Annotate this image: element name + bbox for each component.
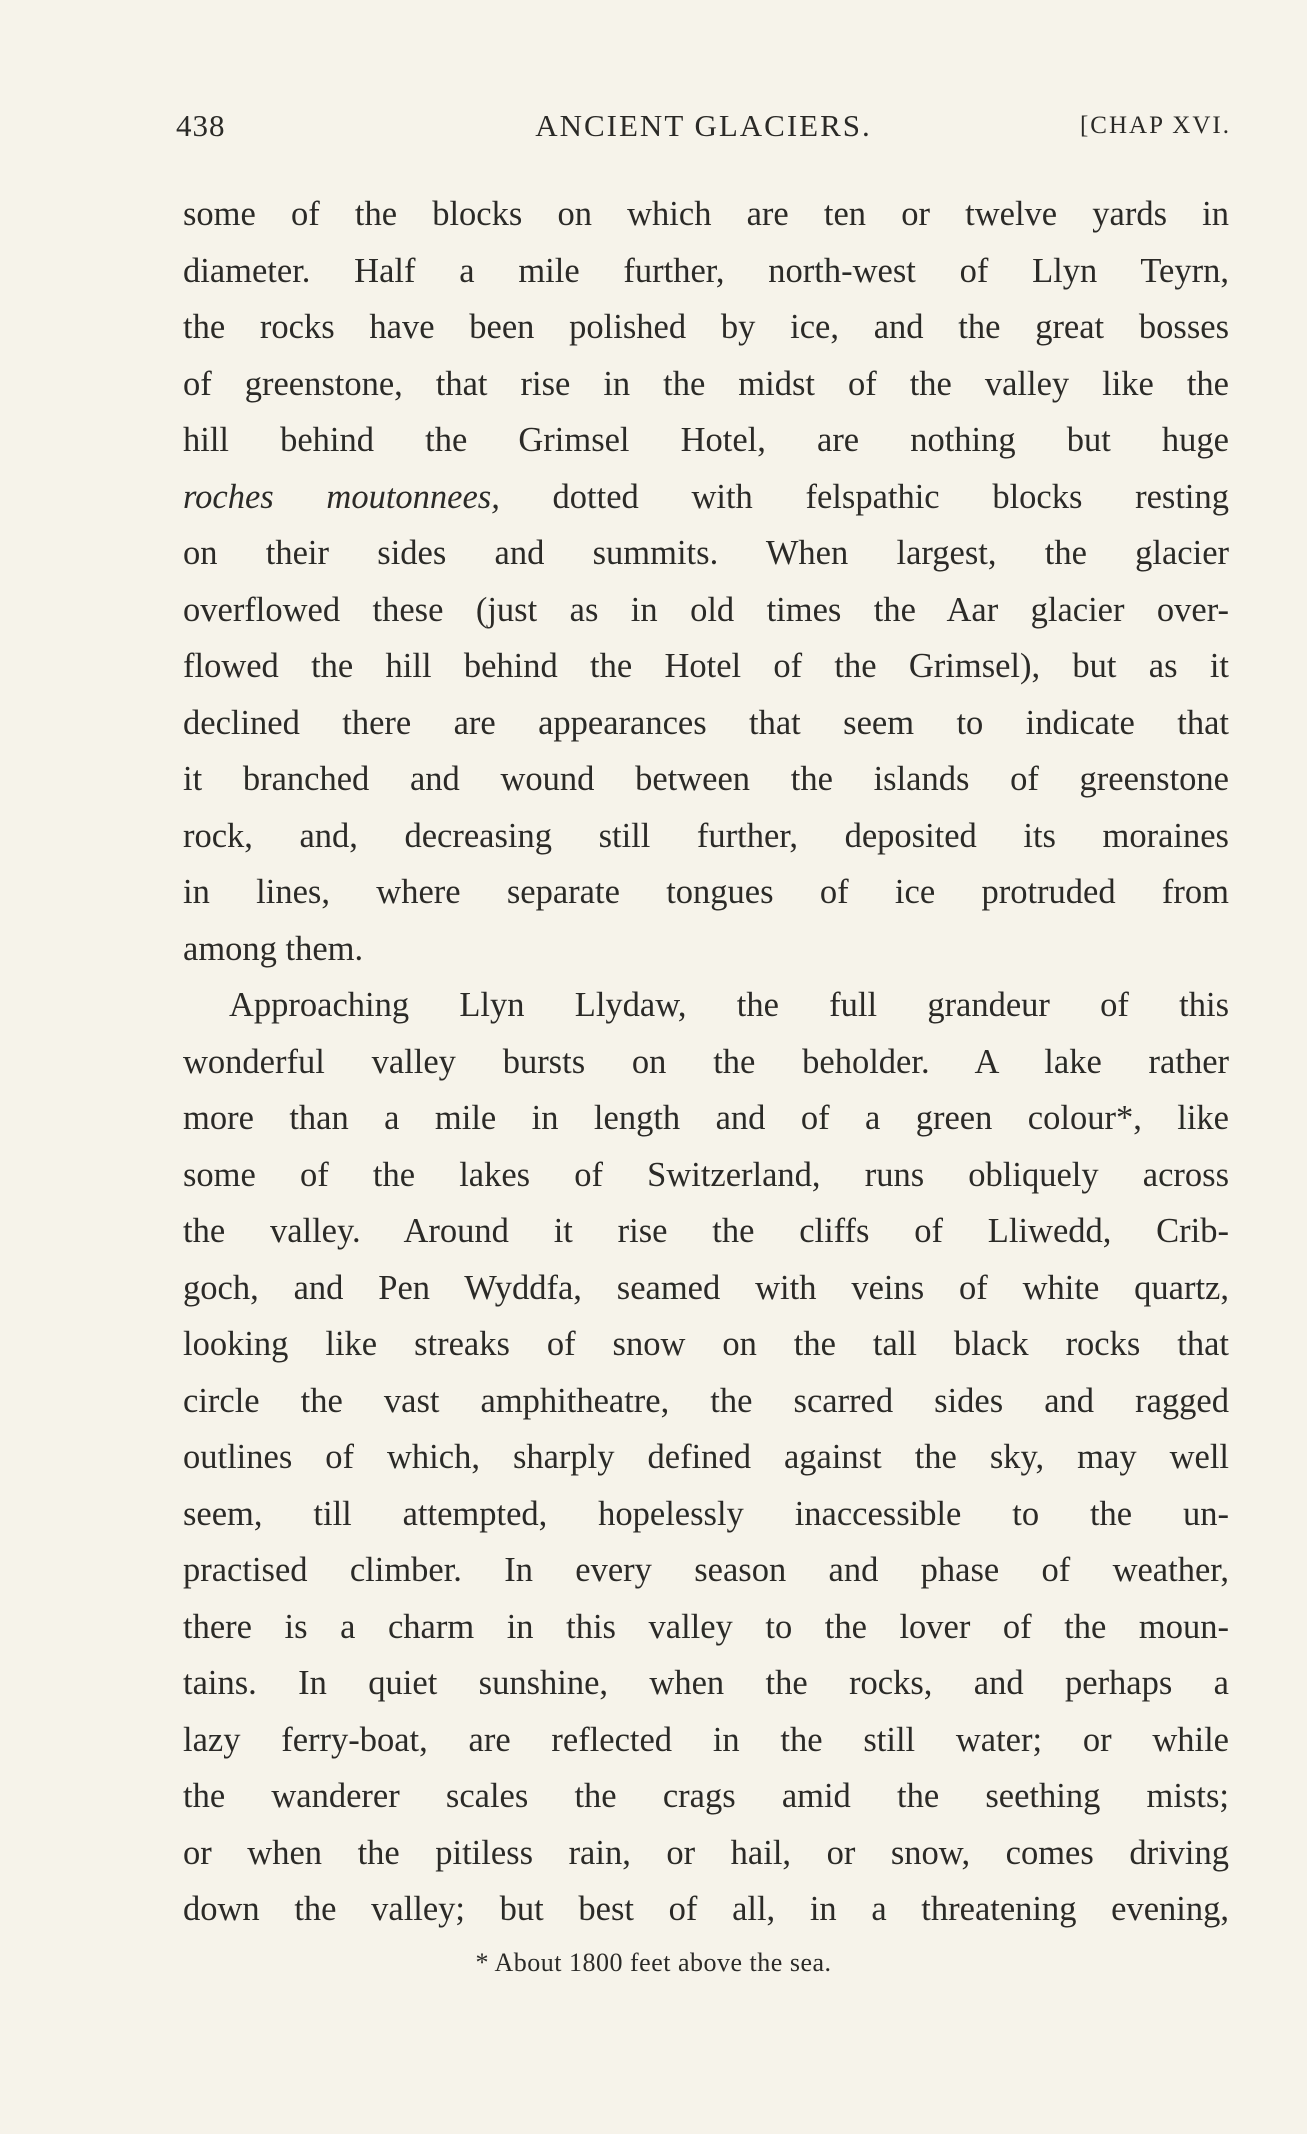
page-number: 438 xyxy=(176,108,226,143)
text-line: tains. In quiet sunshine, when the rocks, and perhaps a xyxy=(183,1664,1229,1702)
text-line-with-italic xyxy=(183,469,1229,526)
text-line: the wanderer scales the crags amid the seething mists; xyxy=(183,1777,1229,1815)
text-line: in lines, where separate tongues of ice protruded from xyxy=(183,873,1229,911)
running-title: ANCIENT GLACIERS. xyxy=(535,108,872,143)
text-line: the rocks have been polished by ice, and the great bosses xyxy=(183,308,1229,346)
text-line: on their sides and summits. When largest, the glacier xyxy=(183,534,1229,572)
text-line: practised climber. In every season and phase of weather, xyxy=(183,1551,1229,1589)
text-line: of greenstone, that rise in the midst of the valley like the xyxy=(183,364,1229,403)
text-line: it branched and wound between the islands of greenstone xyxy=(183,760,1229,798)
text-line: circle the vast amphitheatre, the scarred sides and ragged xyxy=(183,1381,1229,1420)
text-line: hill behind the Grimsel Hotel, are nothing but huge xyxy=(183,421,1229,459)
text-line: rock, and, decreasing still further, deposited its moraines xyxy=(183,816,1229,855)
text-line: or when the pitiless rain, or hail, or snow, comes driving xyxy=(183,1833,1229,1872)
text-line: there is a charm in this valley to the lover of the moun- xyxy=(183,1607,1229,1646)
text-line: more than a mile in length and of a green colour*, like xyxy=(183,1099,1229,1137)
text-line: outlines of which, sharply defined against the sky, may well xyxy=(183,1438,1229,1476)
text-line: diameter. Half a mile further, north-west of Llyn Teyrn, xyxy=(183,251,1229,290)
text-line: some of the blocks on which are ten or twelve yards in xyxy=(183,195,1229,233)
text-line: lazy ferry-boat, are reflected in the still water; or while xyxy=(183,1720,1229,1759)
italic-phrase: roches moutonnees, xyxy=(183,477,500,516)
text-line: looking like streaks of snow on the tall black rocks that xyxy=(183,1325,1229,1363)
text-line: Approaching Llyn Llydaw, the full grandeur of this xyxy=(229,986,1229,1024)
running-head xyxy=(176,108,1231,148)
text-line-rest: dotted with felspathic blocks resting xyxy=(552,477,1229,516)
text-line: wonderful valley bursts on the beholder. A lake rather xyxy=(183,1042,1229,1081)
body-text xyxy=(183,186,1229,1938)
chapter-label: [CHAP XVI. xyxy=(1079,112,1231,139)
text-line: the valley. Around it rise the cliffs of Lliwedd, Crib- xyxy=(183,1212,1229,1250)
text-line: some of the lakes of Switzerland, runs obliquely across xyxy=(183,1155,1229,1194)
text-line: down the valley; but best of all, in a threatening evening, xyxy=(183,1890,1229,1928)
text-line: flowed the hill behind the Hotel of the Grimsel), but as it xyxy=(183,647,1229,685)
text-line: among them. xyxy=(183,929,364,968)
text-line: overflowed these (just as in old times the Aar glacier over- xyxy=(183,590,1229,629)
text-line: declined there are appearances that seem to indicate that xyxy=(183,703,1229,742)
footnote: * About 1800 feet above the sea. xyxy=(475,1948,832,1977)
text-line: seem, till attempted, hopelessly inaccessible to the un- xyxy=(183,1494,1229,1533)
text-line: goch, and Pen Wyddfa, seamed with veins of white quartz, xyxy=(183,1268,1229,1307)
